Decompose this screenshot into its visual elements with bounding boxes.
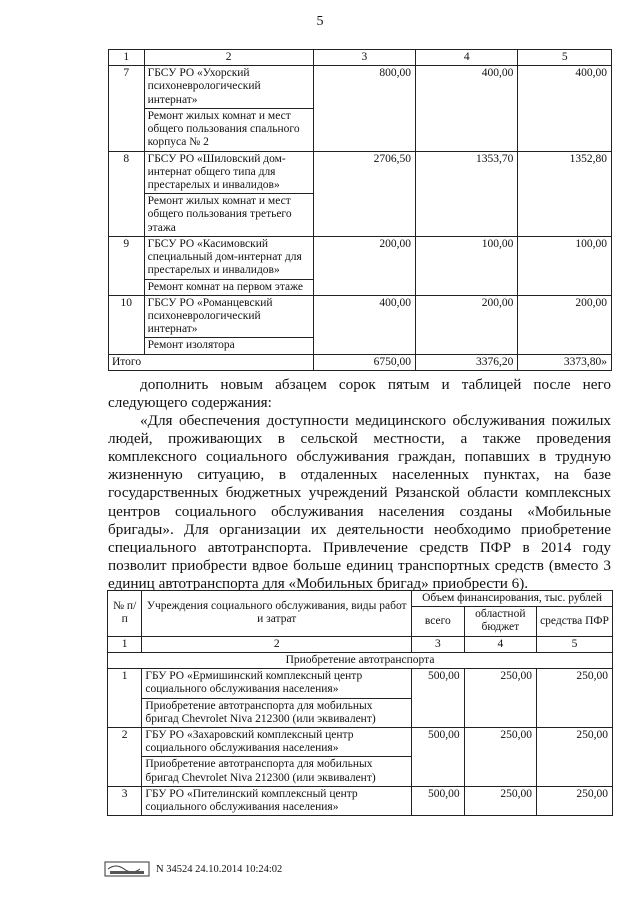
section-row: [108, 652, 613, 668]
col-number-2: 2: [142, 636, 412, 652]
table-row: [109, 151, 612, 194]
pfr-value: 100,00: [518, 236, 612, 295]
col-number-4: 4: [416, 50, 518, 66]
paragraph-amendment: дополнить новым абзацем сорок пятым и таблицей после него следующего содержания:: [108, 376, 611, 412]
header-total: всего: [412, 607, 465, 636]
table-row: [108, 727, 613, 756]
col-number-2: 2: [144, 50, 313, 66]
funding-table-continued: [108, 49, 612, 371]
table-row: [108, 786, 613, 815]
col-number-1: 1: [109, 50, 145, 66]
header-pfr: средства ПФР: [537, 607, 613, 636]
institution-name: ГБСУ РО «Ухорский психоневрологический интернат»: [144, 66, 313, 109]
row-number: 9: [109, 236, 145, 295]
work-description: Приобретение автотранспорта для мобильных бригад Chevrolet Niva 212300 (или эквивалент): [142, 757, 412, 786]
row-number: 2: [108, 727, 142, 786]
pfr-value: 250,00: [537, 727, 613, 786]
total-value: 800,00: [313, 66, 415, 151]
work-description: Приобретение автотранспорта для мобильных бригад Chevrolet Niva 212300 (или эквивалент): [142, 698, 412, 727]
regional-value: 200,00: [416, 295, 518, 354]
institution-name: ГБУ РО «Ермишинский комплексный центр социального обслуживания населения»: [142, 669, 412, 698]
col-number-1: 1: [108, 636, 142, 652]
regional-value: 400,00: [416, 66, 518, 151]
document-stamp-text: N 34524 24.10.2014 10:24:02: [156, 864, 283, 875]
row-number: 8: [109, 151, 145, 236]
table-row: [109, 236, 612, 279]
header-number: № п/п: [108, 591, 142, 637]
col-number-4: 4: [464, 636, 536, 652]
table-row: [108, 669, 613, 698]
table-row: [109, 295, 612, 338]
work-description: Ремонт комнат на первом этаже: [144, 279, 313, 295]
total-value: 2706,50: [313, 151, 415, 236]
regional-value: 250,00: [464, 669, 536, 728]
institution-name: ГБСУ РО «Шиловский дом-интернат общего типа для престарелых и инвалидов»: [144, 151, 313, 194]
pfr-value: 400,00: [518, 66, 612, 151]
table-row: [109, 66, 612, 109]
total-value: 500,00: [412, 669, 465, 728]
vehicle-funding-table: [107, 590, 613, 816]
total-label: Итого: [109, 354, 314, 370]
table-header-row: [109, 50, 612, 66]
regional-sum: 3376,20: [416, 354, 518, 370]
header-regional: областной бюджет: [464, 607, 536, 636]
paragraph-mobile-brigades: «Для обеспечения доступности медицинского обслуживания пожилых людей, проживающих в сельской местности, а также проведения комплексного социального обслуживания граждан, попавших в трудную жизненную ситуацию, в отдаленных населенных пунктах, на базе государственных бюджетных учреждений Рязанской области комплексных центров социального обслуживания населения созданы «Мобильные бригады». Для организации их деятельности необходимо приобретение специального автотранспорта. Привлечение средств ПФР в 2014 году позволит приобрести вдвое больше единиц транспортных средств (вместо 3 единиц автотранспорта для «Мобильных бригад» приобрести 6).: [108, 412, 611, 592]
work-description: Ремонт изолятора: [144, 338, 313, 354]
total-row: [109, 354, 612, 370]
pfr-sum: 3373,80»: [518, 354, 612, 370]
section-title: Приобретение автотранспорта: [108, 652, 613, 668]
regional-value: 250,00: [464, 727, 536, 786]
work-description: Ремонт жилых комнат и мест общего пользования спального корпуса № 2: [144, 108, 313, 151]
institution-name: ГБУ РО «Пителинский комплексный центр социального обслуживания населения»: [142, 786, 412, 815]
col-number-5: 5: [537, 636, 613, 652]
total-value: 400,00: [313, 295, 415, 354]
total-value: 200,00: [313, 236, 415, 295]
total-sum: 6750,00: [313, 354, 415, 370]
regional-value: 1353,70: [416, 151, 518, 236]
row-number: 1: [108, 669, 142, 728]
pfr-value: 250,00: [537, 786, 613, 815]
table-header-row: [108, 591, 613, 607]
header-institution: Учреждения социального обслуживания, виды работ и затрат: [142, 591, 412, 637]
pfr-value: 1352,80: [518, 151, 612, 236]
pfr-value: 200,00: [518, 295, 612, 354]
col-number-5: 5: [518, 50, 612, 66]
institution-name: ГБУ РО «Захаровский комплексный центр социального обслуживания населения»: [142, 727, 412, 756]
institution-name: ГБСУ РО «Романцевский психоневрологический интернат»: [144, 295, 313, 338]
column-numbers-row: [108, 636, 613, 652]
body-text: [108, 376, 611, 593]
total-value: 500,00: [412, 786, 465, 815]
col-number-3: 3: [313, 50, 415, 66]
regional-value: 100,00: [416, 236, 518, 295]
work-description: Ремонт жилых комнат и мест общего пользования третьего этажа: [144, 194, 313, 237]
consultant-stamp-logo: [104, 859, 150, 879]
total-value: 500,00: [412, 727, 465, 786]
page-number: 5: [316, 14, 324, 29]
regional-value: 250,00: [464, 786, 536, 815]
row-number: 7: [109, 66, 145, 151]
pfr-value: 250,00: [537, 669, 613, 728]
col-number-3: 3: [412, 636, 465, 652]
row-number: 10: [109, 295, 145, 354]
header-volume: Объем финансирования, тыс. рублей: [412, 591, 613, 607]
row-number: 3: [108, 786, 142, 815]
institution-name: ГБСУ РО «Касимовский специальный дом-интернат для престарелых и инвалидов»: [144, 236, 313, 279]
document-footer: [104, 859, 404, 881]
